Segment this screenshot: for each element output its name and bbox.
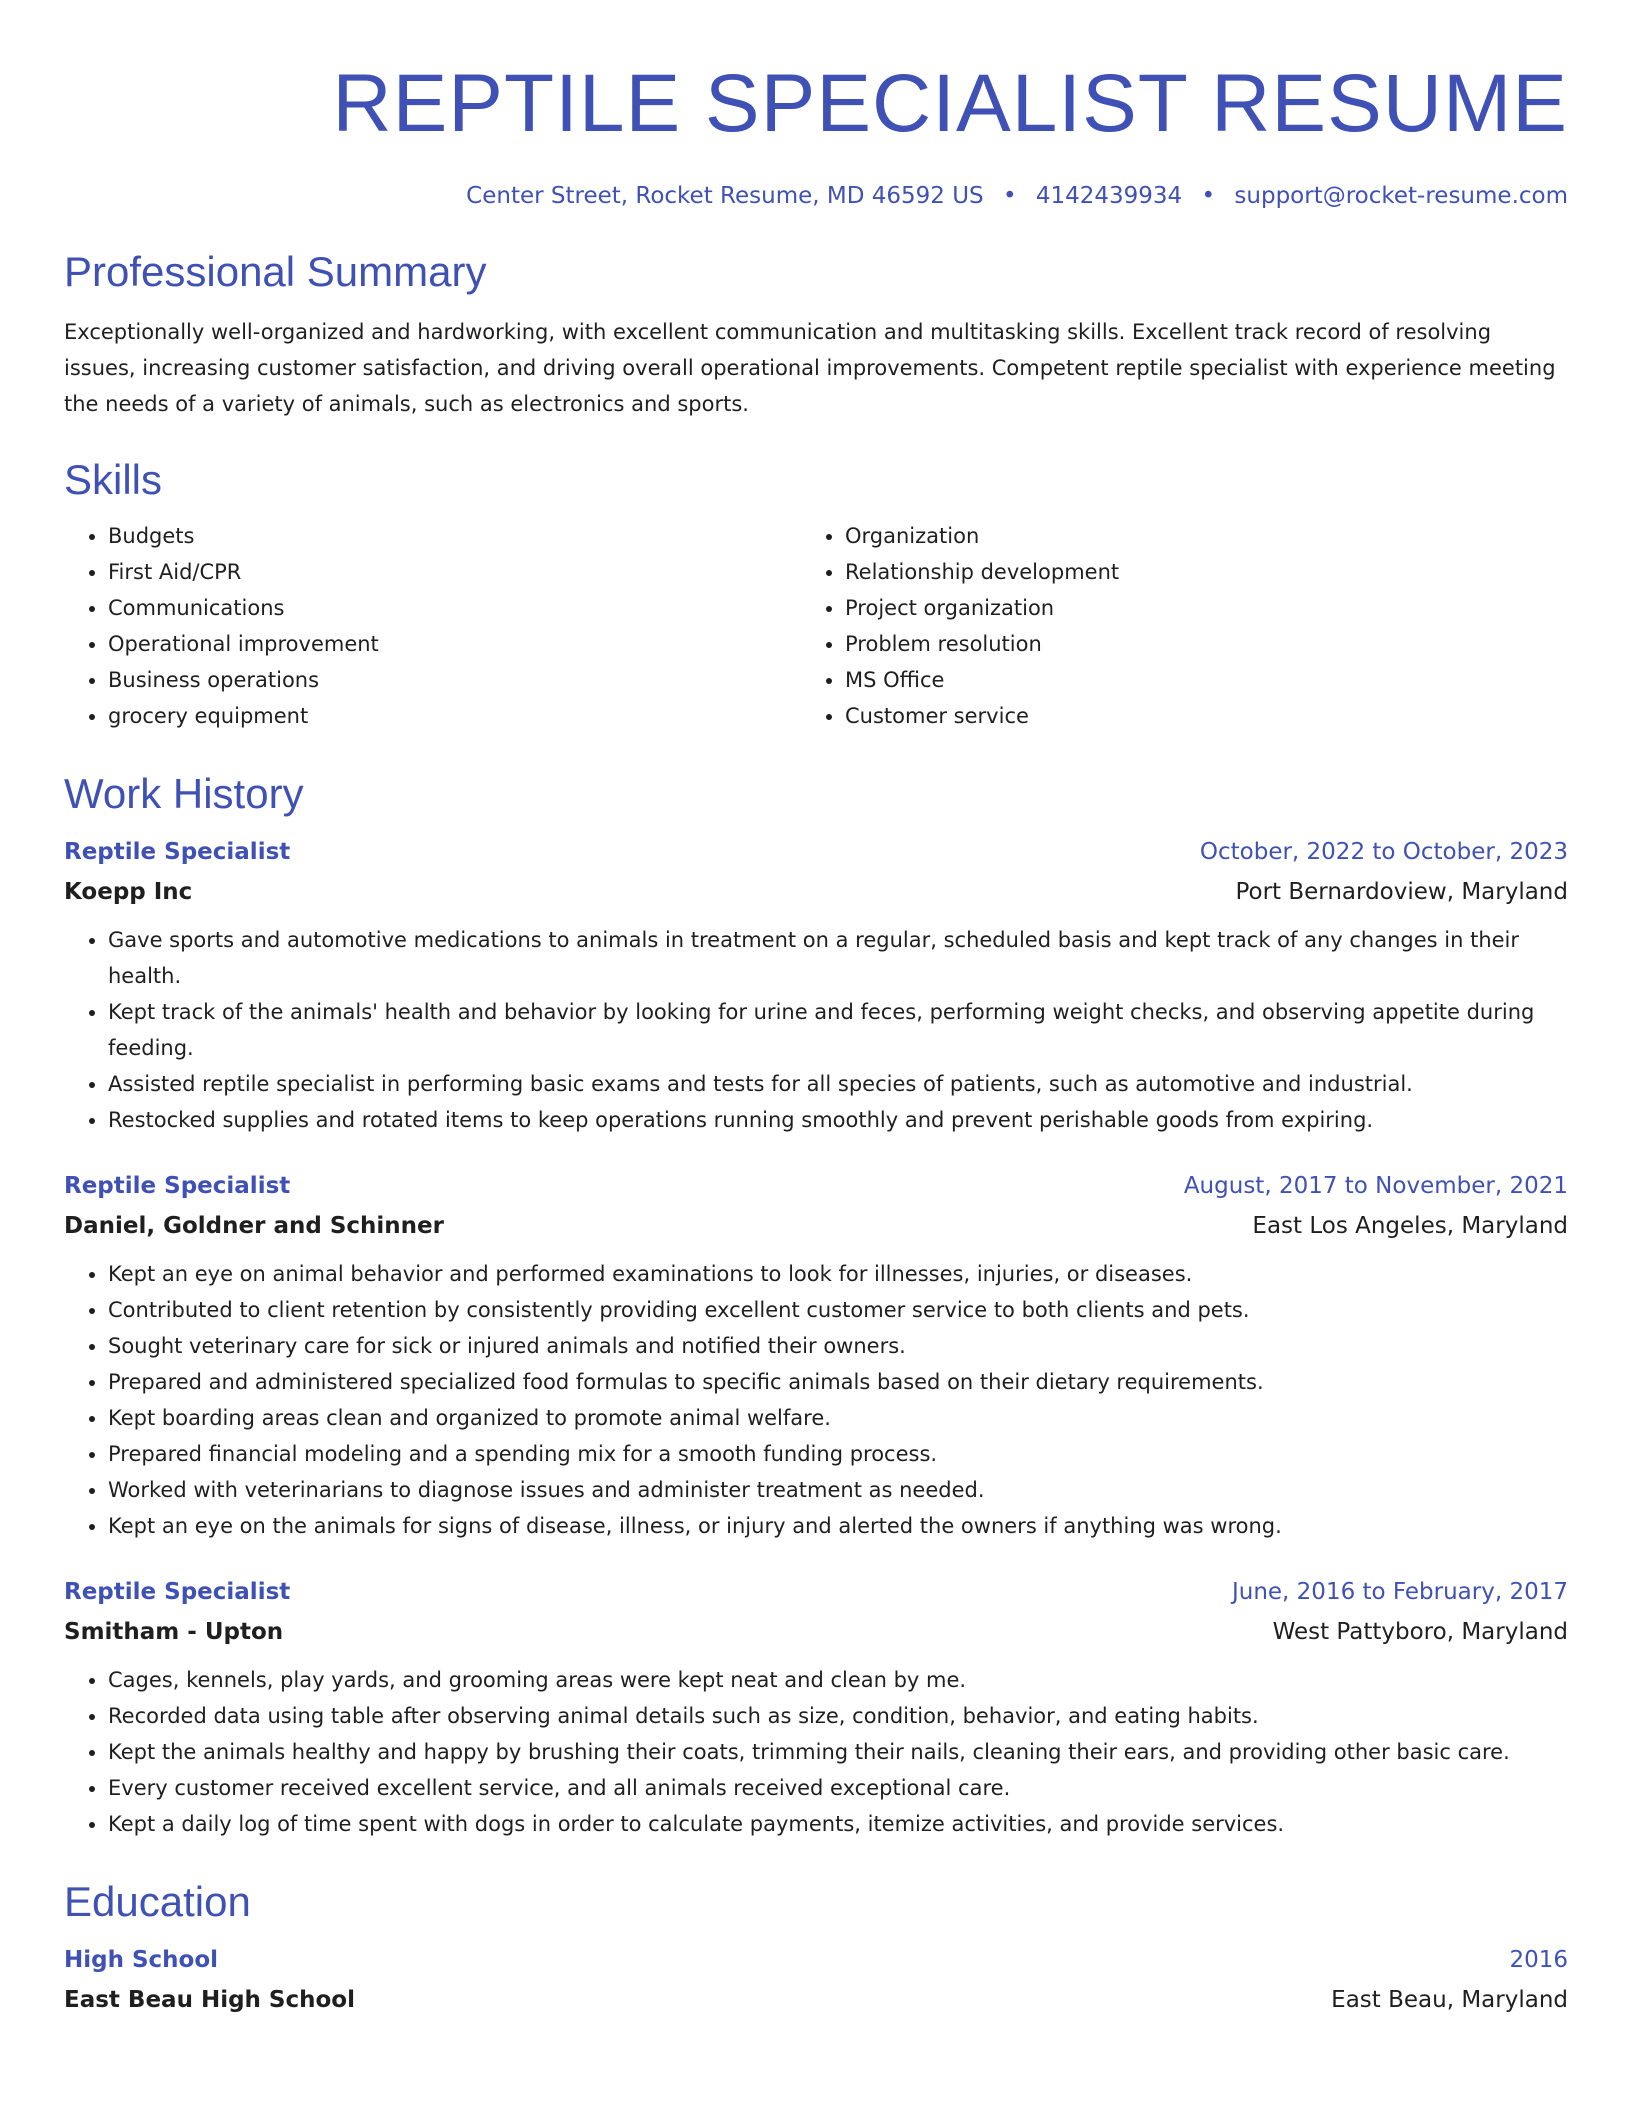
contact-separator: • (1002, 183, 1017, 209)
skill-item: • Project organization (845, 590, 1538, 626)
skills-section (64, 454, 1568, 734)
job-entry (64, 832, 1568, 1138)
education-school-row (64, 1980, 1568, 2020)
job-dates: August, 2017 to November, 2021 (1183, 1173, 1568, 1199)
skill-item: • Budgets (108, 518, 801, 554)
job-bullet: • Worked with veterinarians to diagnose issues and administer treatment as needed. (108, 1472, 1568, 1508)
job-bullet: • Recorded data using table after observing animal details such as size, condition, behavior, and eating habits. (108, 1698, 1568, 1734)
job-bullet: • Kept track of the animals' health and behavior by looking for urine and feces, performing weight checks, and observing appetite during feeding. (108, 994, 1568, 1066)
skill-item: • Communications (108, 590, 801, 626)
job-location: East Los Angeles, Maryland (1252, 1213, 1568, 1239)
contact-email: support@rocket-resume.com (1234, 183, 1568, 209)
job-company: Koepp Inc (64, 879, 193, 905)
education-degree: High School (64, 1947, 219, 1973)
work-history-heading: Work History (64, 770, 304, 817)
job-header-row (64, 1166, 1568, 1206)
job-entry (64, 1572, 1568, 1842)
job-bullet: • Kept boarding areas clean and organized to promote animal welfare. (108, 1400, 1568, 1436)
job-dates: June, 2016 to February, 2017 (1231, 1579, 1568, 1605)
contact-separator: • (1201, 183, 1216, 209)
skill-item: • Problem resolution (845, 626, 1538, 662)
job-bullet: • Restocked supplies and rotated items to keep operations running smoothly and prevent perishable goods from expiring. (108, 1102, 1568, 1138)
education-year: 2016 (1509, 1947, 1568, 1973)
job-bullets (64, 922, 1568, 1138)
job-dates: October, 2022 to October, 2023 (1199, 839, 1568, 865)
skill-item: • grocery equipment (108, 698, 801, 734)
job-bullet: • Sought veterinary care for sick or injured animals and notified their owners. (108, 1328, 1568, 1364)
job-bullet: • Prepared and administered specialized food formulas to specific animals based on their dietary requirements. (108, 1364, 1568, 1400)
job-company: Daniel, Goldner and Schinner (64, 1213, 444, 1239)
job-bullets (64, 1662, 1568, 1842)
job-bullet: • Cages, kennels, play yards, and grooming areas were kept neat and clean by me. (108, 1662, 1568, 1698)
summary-heading: Professional Summary (64, 248, 487, 295)
job-bullet: • Contributed to client retention by consistently providing excellent customer service to both clients and pets. (108, 1292, 1568, 1328)
job-bullet: • Kept a daily log of time spent with dogs in order to calculate payments, itemize activities, and provide services. (108, 1806, 1568, 1842)
skill-item: • Organization (845, 518, 1538, 554)
education-school: East Beau High School (64, 1987, 355, 2013)
contact-phone: 4142439934 (1035, 183, 1183, 209)
summary-text: Exceptionally well-organized and hardworking, with excellent communication and multitasking skills. Excellent track record of resolving issues, increasing customer satisfaction, and driving overall operational improvements. Competent reptile specialist with experience meeting the needs of a variety of animals, such as electronics and sports. (64, 320, 1556, 416)
skill-item: • First Aid/CPR (108, 554, 801, 590)
job-bullet: • Every customer received excellent service, and all animals received exceptional care. (108, 1770, 1568, 1806)
job-location: West Pattyboro, Maryland (1272, 1619, 1568, 1645)
contact-line (64, 180, 1568, 212)
job-entry (64, 1166, 1568, 1544)
job-bullet: • Gave sports and automotive medications to animals in treatment on a regular, scheduled basis and kept track of any changes in their health. (108, 922, 1568, 994)
skill-item: • Operational improvement (108, 626, 801, 662)
education-section (64, 1876, 1568, 2020)
resume-header (64, 0, 1568, 212)
job-title: Reptile Specialist (64, 1579, 291, 1605)
job-bullets (64, 1256, 1568, 1544)
job-company-row (64, 1612, 1568, 1652)
job-location: Port Bernardoview, Maryland (1235, 879, 1568, 905)
skill-item: • Business operations (108, 662, 801, 698)
job-company: Smitham - Upton (64, 1619, 284, 1645)
job-bullet: • Kept an eye on the animals for signs of disease, illness, or injury and alerted the owners if anything was wrong. (108, 1508, 1568, 1544)
education-heading: Education (64, 1878, 251, 1925)
skills-column-left (64, 518, 801, 734)
job-bullet: • Kept an eye on animal behavior and performed examinations to look for illnesses, injuries, or diseases. (108, 1256, 1568, 1292)
education-location: East Beau, Maryland (1331, 1987, 1568, 2013)
contact-address: Center Street, Rocket Resume, MD 46592 US (466, 183, 984, 209)
skills-heading: Skills (64, 456, 163, 503)
job-title: Reptile Specialist (64, 1173, 291, 1199)
job-bullet: • Assisted reptile specialist in performing basic exams and tests for all species of patients, such as automotive and industrial. (108, 1066, 1568, 1102)
job-header-row (64, 832, 1568, 872)
skill-item: • MS Office (845, 662, 1538, 698)
summary-section (64, 246, 1568, 422)
job-company-row (64, 1206, 1568, 1246)
skills-grid (64, 518, 1568, 734)
job-company-row (64, 872, 1568, 912)
job-header-row (64, 1572, 1568, 1612)
job-title: Reptile Specialist (64, 839, 291, 865)
work-history-section (64, 768, 1568, 1842)
resume-name: REPTILE SPECIALIST RESUME (332, 58, 1568, 149)
job-bullet: • Kept the animals healthy and happy by brushing their coats, trimming their nails, cleaning their ears, and providing other basic care. (108, 1734, 1568, 1770)
skill-item: • Relationship development (845, 554, 1538, 590)
skill-item: • Customer service (845, 698, 1538, 734)
job-bullet: • Prepared financial modeling and a spending mix for a smooth funding process. (108, 1436, 1568, 1472)
education-degree-row (64, 1940, 1568, 1980)
skills-column-right (801, 518, 1538, 734)
